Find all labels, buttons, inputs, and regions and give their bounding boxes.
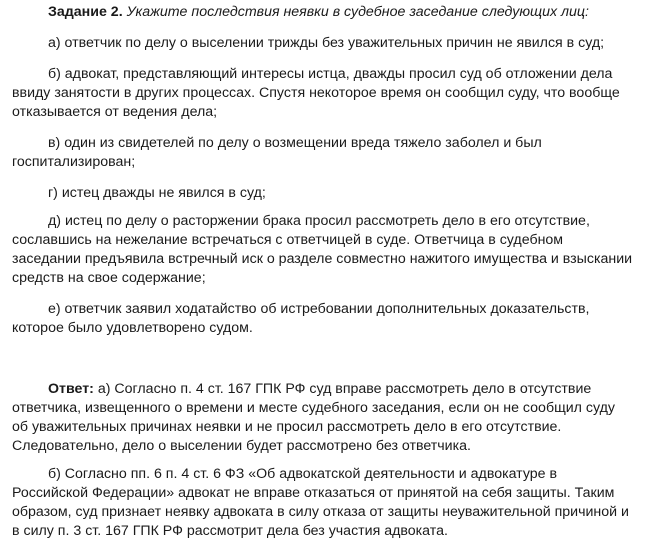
- answer-a-text: а) Согласно п. 4 ст. 167 ГПК РФ суд вправе рассмотреть дело в отсутствие ответчика, извещенного о времени и месте судебного заседания, если он не сообщил суду об уважительных причинах неявки и не просил рассмотреть дело в его отсутствие. Следовательно, дело о выселении будет рассмотрено без ответчика.: [12, 381, 615, 454]
- item-v: в) один из свидетелей по делу о возмещении вреда тяжело заболел и был госпитализирован;: [12, 135, 542, 170]
- item-b: б) адвокат, представляющий интересы истца, дважды просил суд об отложении дела ввиду занятости в других процессах. Спустя некоторое время он сообщил суду, что вообще отказывается от ведения дела;: [12, 66, 620, 120]
- task-heading: [12, 3, 634, 22]
- item-e: е) ответчик заявил ходатайство об истребовании дополнительных доказательств, которое было удовлетворено судом.: [12, 301, 590, 336]
- answer-b: б) Согласно пп. 6 п. 4 ст. 6 ФЗ «Об адвокатской деятельности и адвокатуре в Российской Федерации» адвокат не вправе отказаться от принятой на себя защиты. Таким образом, суд признает неявку адвоката в силу отказа от защиты неуважительной причиной и в силу п. 3 ст. 167 ГПК РФ рассмотрит дела без участия адвоката.: [12, 466, 629, 539]
- item-d: д) истец по делу о расторжении брака просил рассмотреть дело в его отсутствие, сославшись на нежелание встречаться с ответчицей в суде. Ответчица в судебном заседании предъявила встречный иск о разделе совместно нажитого имущества и взыскании средств на свое содержание;: [12, 213, 633, 286]
- task-title: Укажите последствия неявки в судебное заседание следующих лиц:: [126, 4, 589, 20]
- item-a: а) ответчик по делу о выселении трижды без уважительных причин не явился в суд;: [48, 35, 605, 51]
- answer-label: Ответ:: [48, 381, 94, 397]
- item-g: г) истец дважды не явился в суд;: [48, 185, 266, 201]
- task-label: Задание 2.: [48, 4, 123, 20]
- answer-a: [12, 380, 634, 456]
